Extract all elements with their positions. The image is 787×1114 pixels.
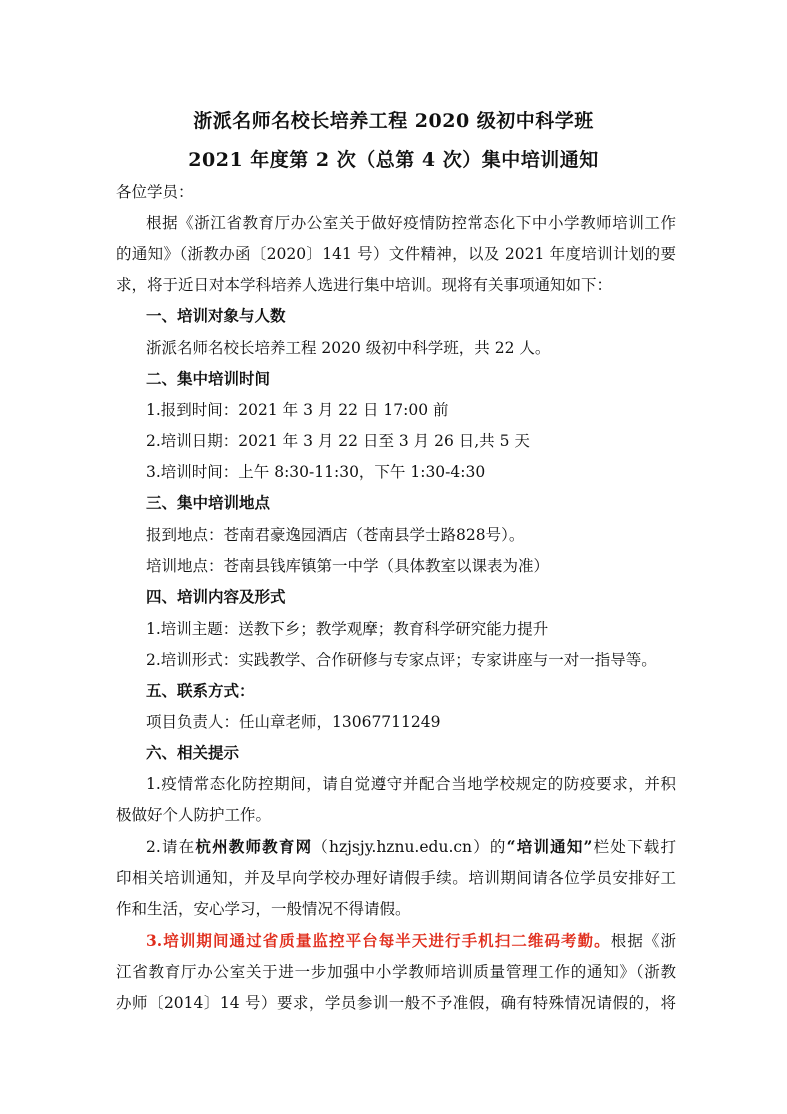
- website-name: 杭州教师教育网: [195, 837, 313, 856]
- section-3-report-location: 报到地点：苍南君豪逸园酒店（苍南县学士路828号）。: [146, 526, 525, 544]
- intro-line-2: 的通知》（浙教办函〔2020〕141 号）文件精神，以及 2021 年度培训计划的要: [116, 245, 676, 263]
- tip-2-line-2: 印相关培训通知，并及早向学校办理好请假手续。培训期间请各位学员安排好工: [116, 869, 676, 887]
- section-5-heading: 五、联系方式：: [146, 681, 255, 700]
- section-1-text: 浙派名师名校长培养工程 2020 级初中科学班，共 22 人。: [146, 339, 551, 357]
- section-6-heading: 六、相关提示: [146, 743, 240, 762]
- section-4-item-1: 1.培训主题：送教下乡；教学观摩；教育科学研究能力提升: [146, 620, 549, 638]
- section-3-training-location: 培训地点：苍南县钱库镇第一中学（具体教室以课表为准）: [146, 557, 550, 575]
- intro-line-3: 求，将于近日对本学科培养人选进行集中培训。现将有关事项通知如下：: [116, 276, 613, 294]
- tip-2-prefix: 2.请在: [146, 838, 196, 856]
- tip-1-line-1: 1.疫情常态化防控期间，请自觉遵守并配合当地学校规定的防疫要求，并积: [146, 775, 676, 793]
- training-notice-label: “培训通知”: [506, 837, 593, 856]
- intro-line-1: 根据《浙江省教育厅办公室关于做好疫情防控常态化下中小学教师培训工作: [146, 214, 676, 232]
- tip-1-line-2: 极做好个人防护工作。: [116, 806, 272, 824]
- website-url: （hzjsjy.hznu.edu.cn）的: [312, 838, 507, 856]
- tip-2-line-1: [146, 838, 676, 857]
- document-title-line-2: 2021 年度第 2 次（总第 4 次）集中培训通知: [188, 149, 599, 171]
- section-2-heading: 二、集中培训时间: [146, 369, 271, 388]
- section-2-item-1: 1.报到时间：2021 年 3 月 22 日 17:00 前: [146, 401, 449, 419]
- section-2-item-2: 2.培训日期：2021 年 3 月 22 日至 3 月 26 日,共 5 天: [146, 432, 530, 450]
- tip-3-line-3: 办师〔2014〕14 号）要求，学员参训一般不予准假，确有特殊情况请假的，将: [116, 994, 676, 1012]
- tip-3-line-1-rest: 根据《浙: [610, 932, 676, 950]
- greeting: 各位学员：: [116, 183, 194, 201]
- section-1-heading: 一、培训对象与人数: [146, 306, 286, 325]
- section-2-item-3: 3.培训时间：上午 8:30-11:30，下午 1:30-4:30: [146, 463, 486, 481]
- document-title-line-1: 浙派名师名校长培养工程 2020 级初中科学班: [193, 110, 594, 132]
- attendance-notice: 3.培训期间通过省质量监控平台每半天进行手机扫二维码考勤。: [146, 931, 611, 950]
- tip-2-line-3: 作和生活，安心学习，一般情况不得请假。: [116, 900, 411, 918]
- section-4-heading: 四、培训内容及形式: [146, 587, 286, 606]
- section-5-contact: 项目负责人：任山章老师，13067711249: [146, 713, 441, 731]
- tip-3-line-1: [146, 932, 676, 951]
- section-3-heading: 三、集中培训地点: [146, 493, 271, 512]
- tip-3-line-2: 江省教育厅办公室关于进一步加强中小学教师培训质量管理工作的通知》（浙教: [116, 963, 676, 981]
- section-4-item-2: 2.培训形式：实践教学、合作研修与专家点评；专家讲座与一对一指导等。: [146, 651, 657, 669]
- tip-2-suffix: 栏处下载打: [592, 838, 676, 856]
